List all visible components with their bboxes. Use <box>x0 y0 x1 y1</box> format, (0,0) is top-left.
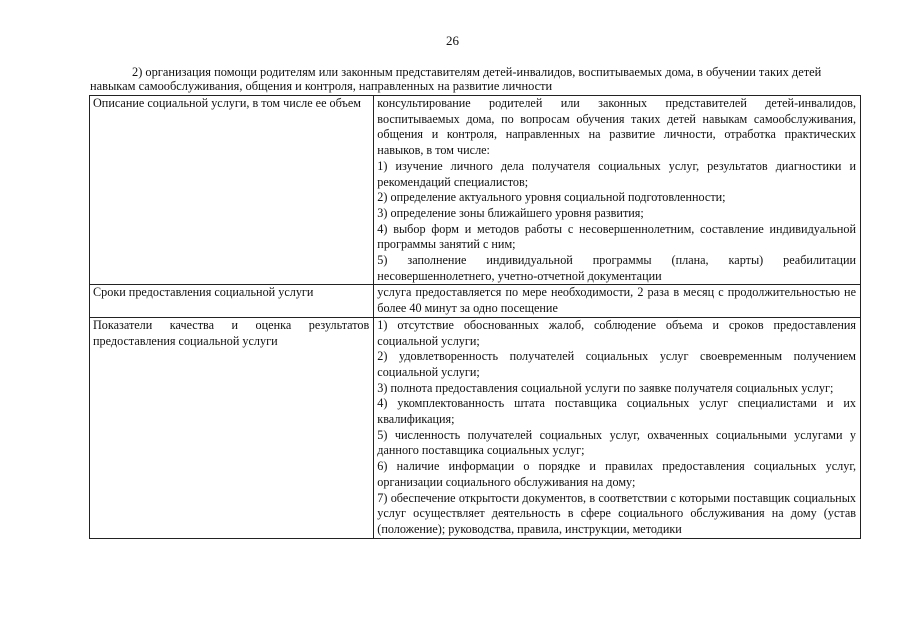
quality-item: 1) отсутствие обоснованных жалоб, соблюдение объема и сроков предоставления социальной услуги; <box>377 317 856 348</box>
terms-item: услуга предоставляется по мере необходимости, 2 раза в месяц с продолжительностью не более 40 минут за одно посещение <box>377 285 856 316</box>
quality-item: 2) удовлетворенность получателей социальных услуг своевременным получением социальной услуги; <box>377 349 856 379</box>
row-content-description <box>374 96 861 285</box>
quality-item: 7) обеспечение открытости документов, в соответствии с которыми поставщик социальных услуг осуществляет деятельность в сфере социального обслуживания на дому (устав (положение); руководства, правила, инструкции, методики <box>377 490 856 536</box>
quality-item: 5) численность получателей социальных услуг, охваченных социальными услугами у данного поставщика социальных услуг; <box>377 427 856 458</box>
table-row-description <box>90 96 861 285</box>
description-item: консультирование родителей или законных представителей детей-инвалидов, воспитываемых дома, по вопросам обучения таких детей навыкам самообслуживания, общения и контроля, направленных на развитие личности, отработка практических навыков, в том числе: <box>377 96 856 158</box>
description-item: 5) заполнение индивидуальной программы (плана, карты) реабилитации несовершеннолетнего, учетно-отчетной документации <box>377 253 856 283</box>
quality-item: 3) полнота предоставления социальной услуги по заявке получателя социальных услуг; <box>377 380 834 395</box>
quality-item: 4) укомплектованность штата поставщика социальных услуг специалистами и их квалификация; <box>377 396 856 427</box>
row-label-description: Описание социальной услуги, в том числе ее объем <box>90 96 374 285</box>
description-item: 1) изучение личного дела получателя социальных услуг, результатов диагностики и рекомендаций специалистов; <box>377 158 856 189</box>
description-item: 2) определение актуального уровня социальной подготовленности; <box>377 190 726 205</box>
table-row-terms <box>90 285 861 317</box>
row-label-quality: Показатели качества и оценка результатов предоставления социальной услуги <box>90 317 374 538</box>
description-item: 3) определение зоны ближайшего уровня развития; <box>377 205 644 220</box>
row-label-terms: Сроки предоставления социальной услуги <box>90 285 374 317</box>
intro-paragraph <box>90 65 860 93</box>
service-table <box>89 95 861 539</box>
table-row-quality <box>90 317 861 538</box>
quality-item: 6) наличие информации о порядке и правилах предоставления социальных услуг, организации социального обслуживания на дому; <box>377 459 856 489</box>
row-content-quality <box>374 317 861 538</box>
intro-text: 2) организация помощи родителям или законным представителям детей-инвалидов, воспитываемых дома, в обучении таких детей навыкам самообслуживания, общения и контроля, направленных на развитие личности <box>90 65 822 93</box>
page-number: 26 <box>446 33 459 48</box>
row-content-terms <box>374 285 861 317</box>
description-item: 4) выбор форм и методов работы с несовершеннолетним, составление индивидуальной программы занятий с ним; <box>377 221 856 252</box>
